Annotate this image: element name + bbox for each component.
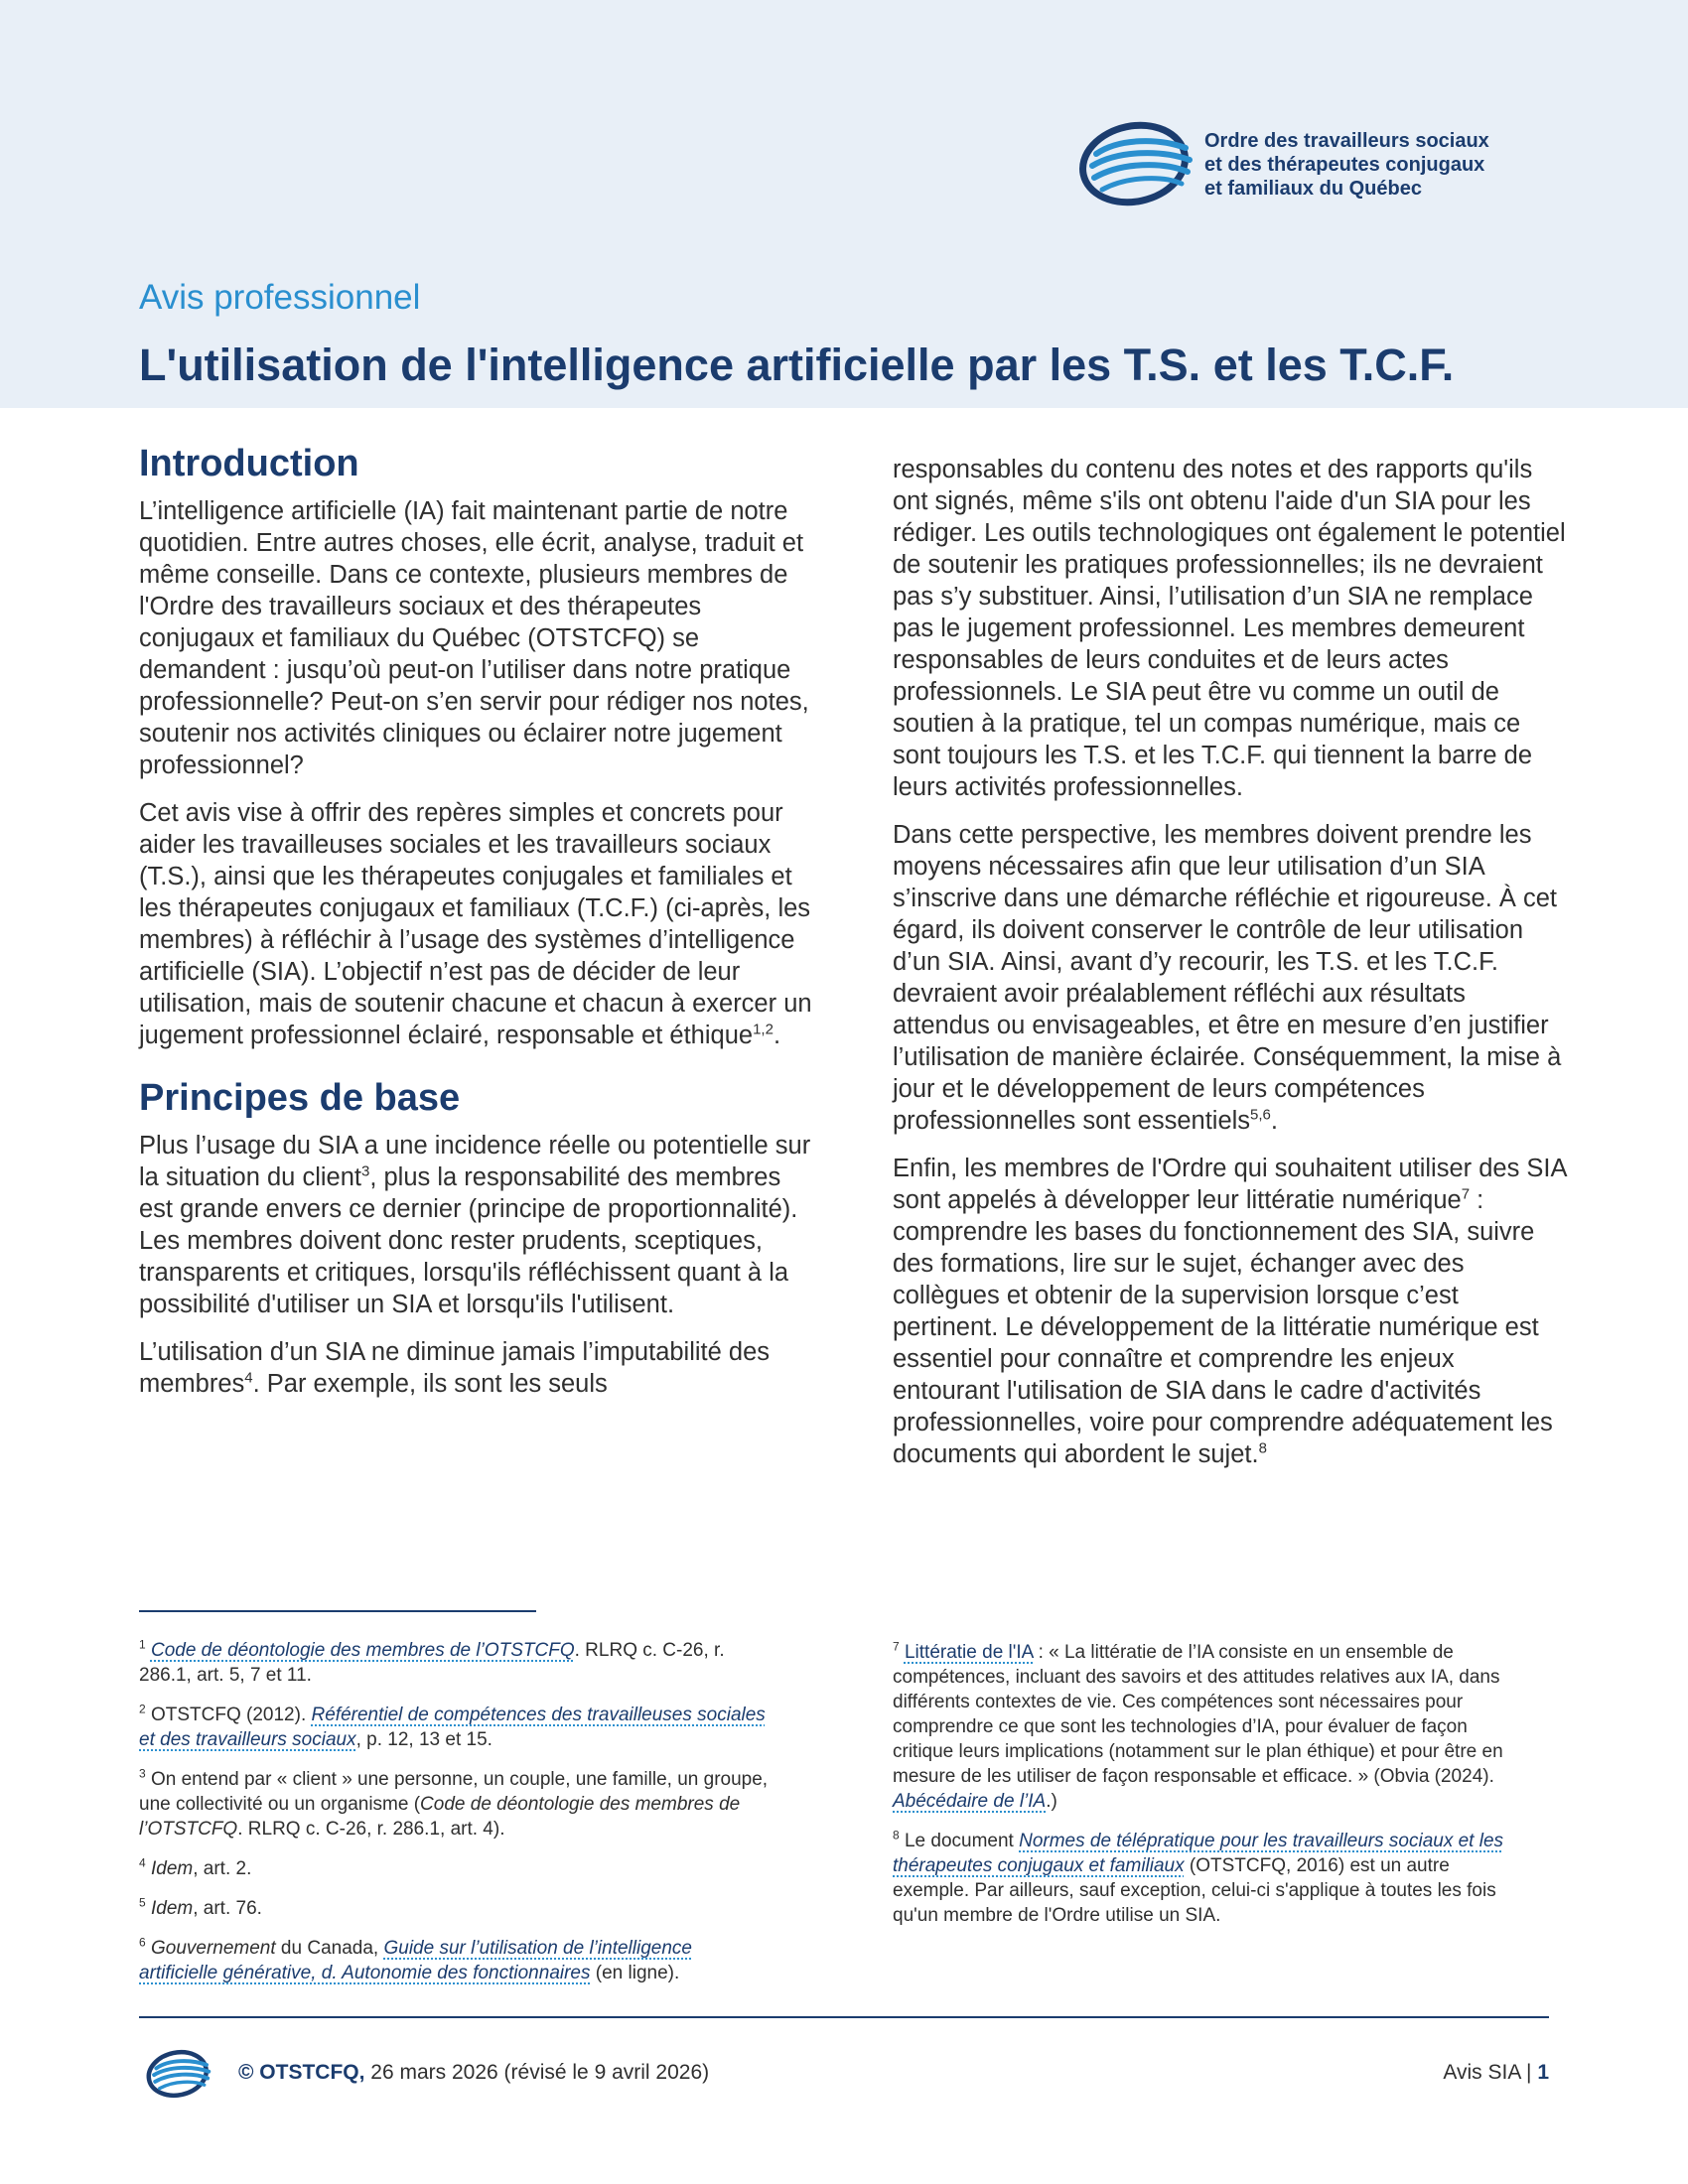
principes-paragraph-1: Plus l’usage du SIA a une incidence réelle ou potentielle sur la situation du client$^3$, plus la responsabilité des membres est grande envers ce dernier (principe de proportionnalité). Les membres doivent donc rester prudents, sceptiques, transparents et critiques, lorsqu'ils réfléchissent quant à la possibilité d'utiliser un SIA et lorsqu'ils l'utilisent. xyxy=(139,1132,811,1318)
footnote-link[interactable]: Référentiel de compétences des travailleuses sociales et des travailleurs sociaux xyxy=(139,1705,766,1750)
left-column xyxy=(139,441,814,1416)
footnote-ref[interactable]: 8 xyxy=(1258,1439,1267,1457)
intro-paragraph-2: Cet avis vise à offrir des repères simples et concrets pour aider les travailleuses sociales et les travailleurs sociaux (T.S.), ainsi que les thérapeutes conjugales et familiales et les thérapeutes conjugaux et familiaux (T.C.F.) (ci-après, les membres) à réfléchir à l’usage des systèmes d’intelligence artificielle (SIA). L’objectif n’est pas de décider de leur utilisation, mais de soutenir chacune et chacun à exercer un jugement professionnel éclairé, responsable et éthique$^{1,2}$. xyxy=(139,799,812,1049)
right-column xyxy=(893,454,1568,1486)
heading-introduction: Introduction xyxy=(139,443,359,484)
footnote-4: $^4$ Idem, art. 2. xyxy=(139,1855,252,1879)
footer-divider xyxy=(139,2016,1549,2018)
footnote-link[interactable]: Abécédaire de l’IA xyxy=(893,1791,1047,1812)
footnote-ref[interactable]: 4 xyxy=(244,1369,253,1387)
footnotes-right xyxy=(893,1640,1528,1943)
footnote-link[interactable]: Code de déontologie des membres de l’OTSTCFQ xyxy=(150,1640,575,1661)
footnote-7: $^7$ Littératie de l'IA : « La littératie de l’IA consiste en un ensemble de compétences, incluant des savoirs et des attitudes relatives aux IA, dans différents contextes de vie. Ces compétences sont nécessaires pour comprendre ce que sont les technologies d’IA, pour évaluer de façon critique leurs implications (notamment sur le plan éthique) et pour être en mesure de les utiliser de façon responsable et efficace. » (Obvia (2024). Abécédaire de l’IA.) xyxy=(893,1639,1503,1812)
footnote-3: $^3$ On entend par « client » une personne, un couple, une famille, un groupe, une collectivité ou un organisme (Code de déontologie des membres de l’OTSTCFQ. RLRQ c. C-26, r. 286.1, art. 4). xyxy=(139,1766,769,1840)
footnote-ref[interactable]: 5,6 xyxy=(1250,1106,1271,1124)
footer-page-info: Avis SIA | 1 xyxy=(1443,2061,1549,2084)
footnote-ref[interactable]: 3 xyxy=(360,1162,370,1180)
footnote-link[interactable]: Littératie de l'IA xyxy=(904,1642,1034,1663)
footnote-ref[interactable]: 7 xyxy=(1461,1185,1471,1203)
right-paragraph-2: Dans cette perspective, les membres doivent prendre les moyens nécessaires afin que leur utilisation d’un SIA s’inscrive dans une démarche réfléchie et rigoureuse. À cet égard, ils doivent conserver le contrôle de leur utilisation d’un SIA. Ainsi, avant d’y recourir, les T.S. et les T.C.F. devraient avoir préalablement réfléchi aux résultats attendus ou envisageables, et être en mesure d’en justifier l’utilisation de manière éclairée. Conséquemment, la mise à jour et le développement de leurs compétences professionnelles sont essentiels$^{5,6}$. xyxy=(893,821,1562,1135)
footnote-8: $^8$ Le document Normes de télépratique pour les travailleurs sociaux et les thérapeutes conjugaux et familiaux (OTSTCFQ, 2016) est un autre exemple. Par ailleurs, sauf exception, celui-ci s'applique à toutes les fois qu'un membre de l'Ordre utilise un SIA. xyxy=(893,1828,1504,1926)
ordre-swirl-logo-icon xyxy=(144,2047,215,2101)
ordre-swirl-logo-icon xyxy=(1074,118,1201,209)
heading-principes: Principes de base xyxy=(139,1077,461,1119)
org-name-line-1: Ordre des travailleurs sociaux xyxy=(1204,130,1489,152)
org-name-line-2: et des thérapeutes conjugaux xyxy=(1204,154,1485,176)
footnote-5: $^5$ Idem, art. 76. xyxy=(139,1895,262,1919)
right-paragraph-3: Enfin, les membres de l'Ordre qui souhaitent utiliser des SIA sont appelés à développer leur littératie numérique$^7$ : comprendre les bases du fonctionnement des SIA, suivre des formations, lire sur le sujet, échanger avec des collègues et obtenir de la supervision lorsque c’est pertinent. Le développement de la littératie numérique est essentiel pour connaître et comprendre les enjeux entourant l'utilisation de SIA dans le cadre d'activités professionnelles, voire pour comprendre adéquatement les documents qui abordent le sujet.$^8$ xyxy=(893,1155,1567,1468)
intro-paragraph-1: L’intelligence artificielle (IA) fait maintenant partie de notre quotidien. Entre autres choses, elle écrit, analyse, traduit et même conseille. Dans ce contexte, plusieurs membres de l'Ordre des travailleurs sociaux et des thérapeutes conjugaux et familiaux du Québec (OTSTCFQ) se demandent : jusqu’où peut-on l’utiliser dans notre pratique professionnelle? Peut-on s’en servir pour rédiger nos notes, soutenir nos activités cliniques ou éclairer notre jugement professionnel? xyxy=(139,497,809,779)
right-paragraph-1: responsables du contenu des notes et des rapports qu'ils ont signés, même s'ils ont obtenu l'aide d'un SIA pour les rédiger. Les outils technologiques ont également le potentiel de soutenir les pratiques professionnelles; ils ne devraient pas s’y substituer. Ainsi, l’utilisation d’un SIA ne remplace pas le jugement professionnel. Les membres demeurent responsables de leurs conduites et de leurs actes professionnels. Le SIA peut être vu comme un outil de soutien à la pratique, tel un compas numérique, mais ce sont toujours les T.S. et les T.C.F. qui tiennent la barre de leurs activités professionnelles. xyxy=(893,456,1566,801)
footnote-ref[interactable]: 1,2 xyxy=(753,1021,774,1038)
page-number: 1 xyxy=(1537,2061,1549,2084)
footnotes-left xyxy=(139,1638,774,2000)
org-name xyxy=(1204,129,1489,201)
footnote-link[interactable]: Guide sur l’utilisation de l’intelligence artificielle générative, d. Autonomie des fonctionnaires xyxy=(139,1938,692,1983)
footnote-link[interactable]: Normes de télépratique pour les travailleurs sociaux et les thérapeutes conjugaux et familiaux xyxy=(893,1831,1504,1876)
footnote-divider xyxy=(139,1610,536,1612)
footer-copyright: © OTSTCFQ, 26 mars 2026 (révisé le 9 avril 2026) xyxy=(238,2061,710,2084)
document-type: Avis professionnel xyxy=(139,278,421,317)
footnote-2: $^2$ OTSTCFQ (2012). Référentiel de compétences des travailleuses sociales et des travailleurs sociaux, p. 12, 13 et 15. xyxy=(139,1702,766,1750)
page-title: L'utilisation de l'intelligence artificielle par les T.S. et les T.C.F. xyxy=(139,340,1455,390)
org-name-line-3: et familiaux du Québec xyxy=(1204,178,1422,200)
footnote-6: $^6$ Gouvernement du Canada, Guide sur l’utilisation de l’intelligence artificielle générative, d. Autonomie des fonctionnaires (en ligne). xyxy=(139,1935,692,1983)
footnote-1: $^1$ Code de déontologie des membres de l’OTSTCFQ. RLRQ c. C-26, r. 286.1, art. 5, 7 et 11. xyxy=(139,1637,725,1686)
principes-paragraph-2: L’utilisation d’un SIA ne diminue jamais l’imputabilité des membres$^4$. Par exemple, ils sont les seuls xyxy=(139,1338,771,1398)
